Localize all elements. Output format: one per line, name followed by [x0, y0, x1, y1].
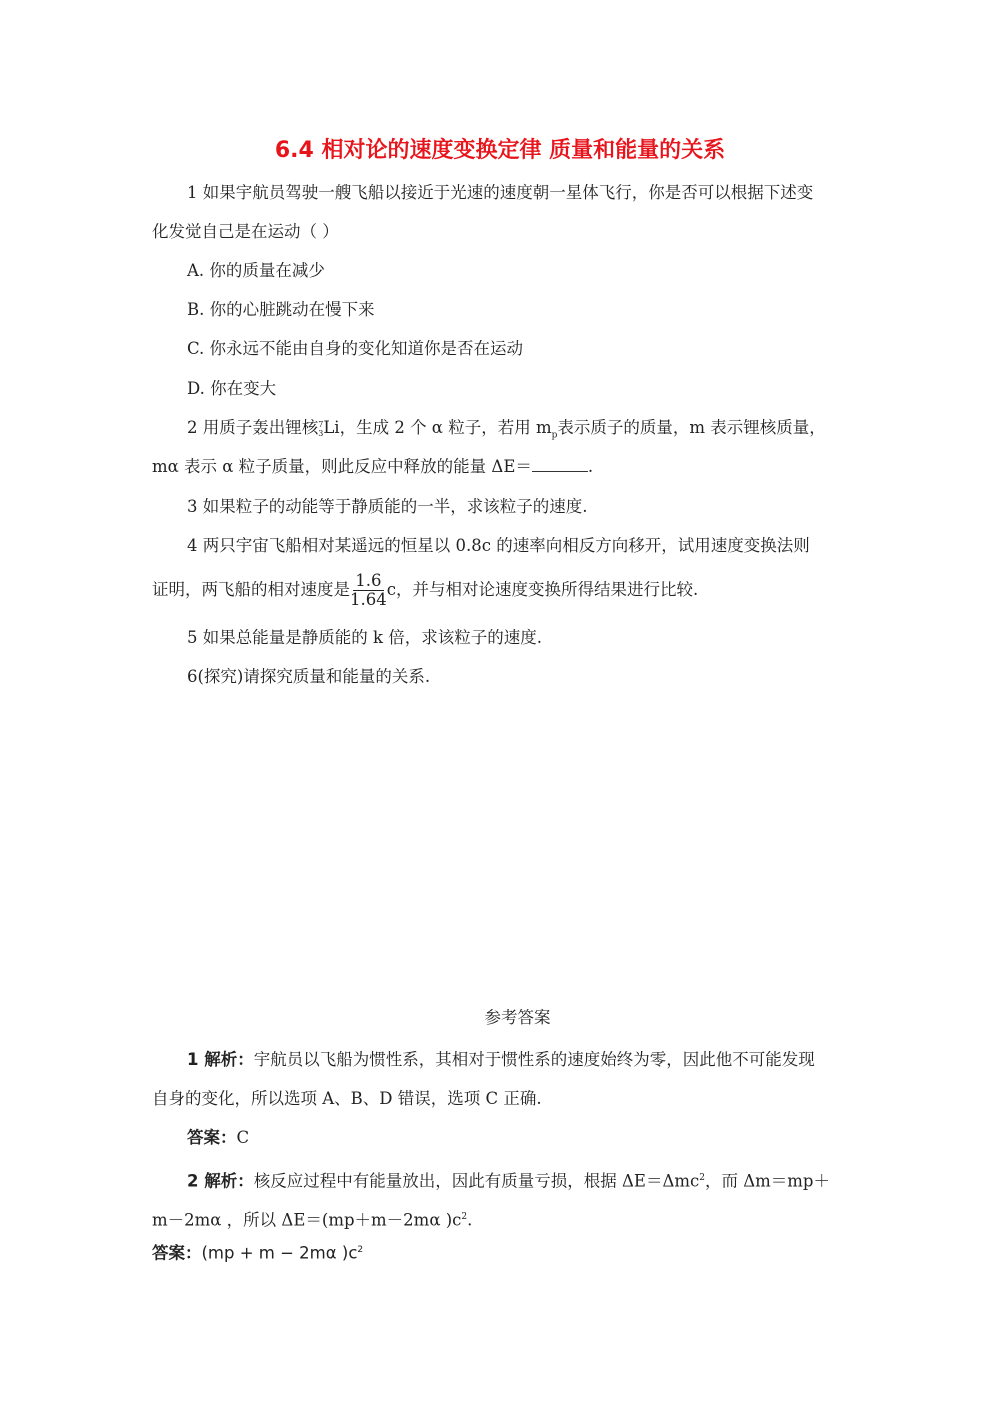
superscript: 2: [357, 1245, 364, 1255]
answer-value: (mp + m − 2mα )c: [201, 1243, 358, 1263]
q4-text: c，并与相对论速度变换所得结果进行比较.: [386, 580, 699, 599]
a2-answer: [152, 1240, 363, 1264]
q2-text: .: [587, 457, 594, 476]
superscript: 2: [461, 1212, 468, 1222]
answer-blank: [532, 457, 588, 472]
q2-line1: [187, 418, 826, 445]
a1-answer: [187, 1128, 249, 1148]
q4-line2: [152, 572, 698, 609]
q2-line2: [152, 457, 593, 477]
a2-text: m－2mα ，所以 ΔE＝(mp＋m－2mα )c: [152, 1210, 462, 1230]
q2-text: 表示质子的质量，m 表示锂核质量，: [557, 418, 826, 437]
a1-text: 宇航员以飞船为惯性系，其相对于惯性系的速度始终为零，因此他不可能发现: [253, 1050, 815, 1069]
label: 2 解析：: [187, 1171, 254, 1191]
q1-option-c: C. 你永远不能由自身的变化知道你是否在运动: [187, 339, 524, 358]
isotope-element: Li: [323, 418, 340, 437]
a2-text: ，而 Δm＝mp＋: [704, 1171, 830, 1191]
q1-line1: 1 如果宇航员驾驶一艘飞船以接近于光速的速度朝一星体飞行，你是否可以根据下述变: [187, 183, 814, 202]
answer-value: C: [236, 1128, 250, 1147]
a1-line1: [187, 1050, 815, 1070]
q2-text: mα 表示 α 粒子质量，则此反应中释放的能量 ΔE＝: [152, 457, 532, 476]
subscript: p: [551, 430, 558, 441]
page-title: 6.4 相对论的速度变换定律 质量和能量的关系: [274, 138, 726, 163]
q5: 5 如果总能量是静质能的 k 倍，求该粒子的速度.: [187, 628, 542, 647]
fraction: [350, 572, 387, 609]
q3: 3 如果粒子的动能等于静质能的一半，求该粒子的速度.: [187, 497, 588, 516]
label: 答案：: [187, 1128, 237, 1147]
answers-heading: 参考答案: [484, 1008, 551, 1027]
q2-text: 2 用质子轰出锂核: [187, 418, 319, 437]
label: 答案：: [152, 1243, 202, 1263]
q4-text: 证明，两飞船的相对速度是: [152, 580, 350, 599]
q2-text: ，生成 2 个 α 粒子，若用 m: [339, 418, 552, 437]
q1-option-d: D. 你在变大: [187, 379, 277, 398]
q1-option-a: A. 你的质量在减少: [187, 261, 325, 280]
isotope-mass: 7: [318, 419, 324, 429]
q6: 6(探究)请探究质量和能量的关系.: [187, 667, 431, 686]
denominator: 1.64: [350, 590, 387, 609]
a2-line1: [187, 1168, 830, 1192]
isotope-z: 3: [318, 428, 324, 438]
q4-line1: 4 两只宇宙飞船相对某遥远的恒星以 0.8c 的速率向相反方向移开，试用速度变换法则: [187, 536, 810, 555]
label: 1 解析：: [187, 1050, 254, 1069]
q1-option-b: B. 你的心脏跳动在慢下来: [187, 300, 375, 319]
q1-line2: 化发觉自己是在运动（ ）: [152, 222, 339, 241]
a1-line2: 自身的变化，所以选项 A、B、D 错误，选项 C 正确.: [152, 1089, 542, 1108]
superscript: 2: [699, 1173, 705, 1183]
a2-line2: m－2mα ，所以 ΔE＝(mp＋m－2mα )$c^2$.: [152, 1210, 473, 1230]
a2-text: 核反应过程中有能量放出，因此有质量亏损，根据 ΔE＝Δmc: [253, 1171, 700, 1191]
numerator: 1.6: [355, 571, 382, 590]
